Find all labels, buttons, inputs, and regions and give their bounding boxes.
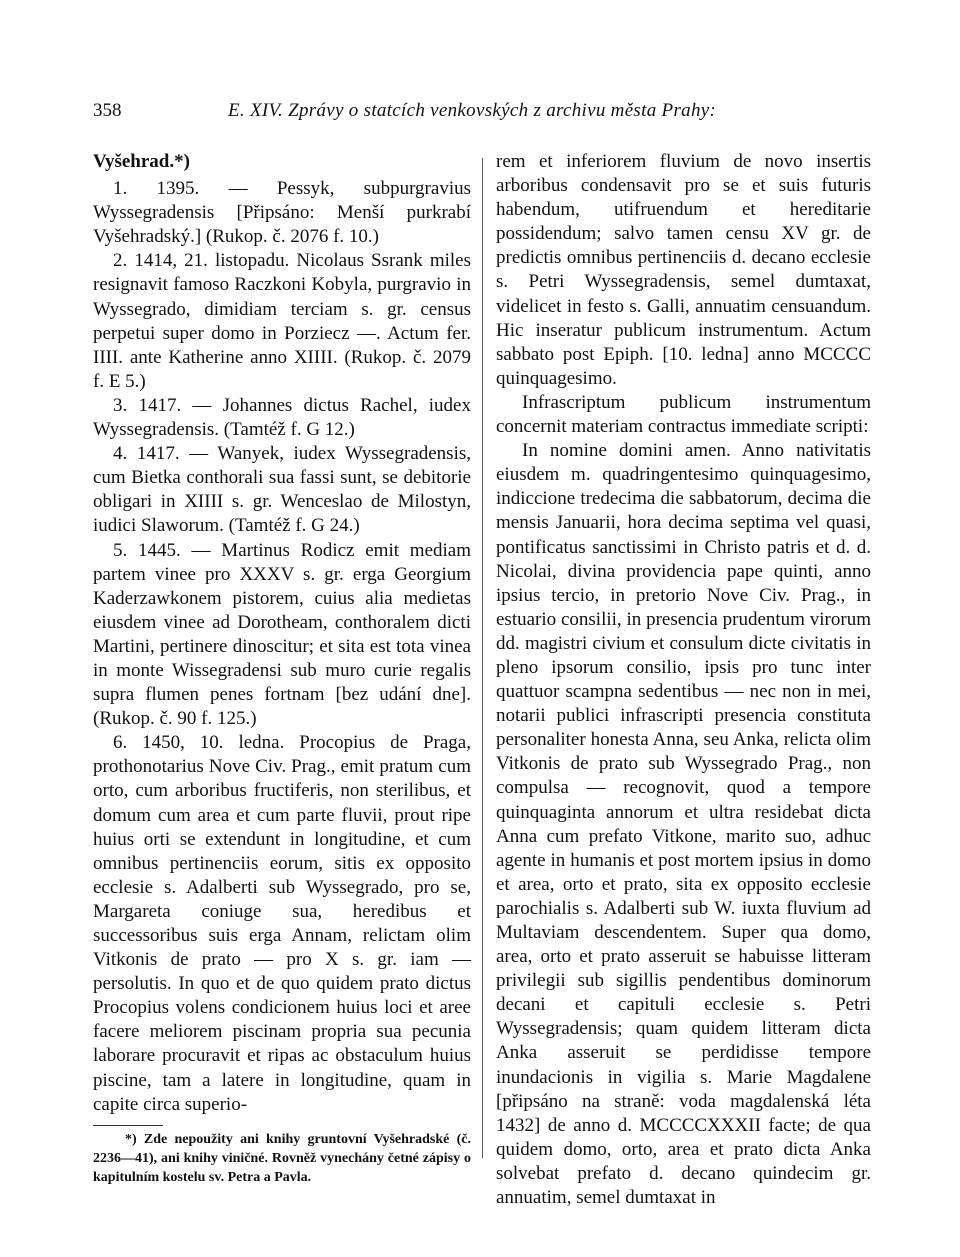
instrument-body: Anno nativitatis eiusdem m. quadringentesimo quinquagesimo, indiccione tredecima die sabbatorum, decima die mensis Januarii, hora decima septima vel quasi, pontificatus sanctissimi in Christo patris et d. d. Nicolai, divina providencia pape quinti, anno ipsius tercio, in pretorio Nove Civ. Prag., in estuario consilii, in presencia prudentum virorum dd. magistri civium et consulum dicte civitatis in pleno ipsorum consilio, ipsis pro tunc inter quattuor scampna sedentibus — nec non in mei, notarii publici infrascripti presencia constituta personaliter honesta Anna, seu Anka, relicta olim Vitkonis de prato sub Wyssegrado Prag., non compulsa — recognovit, quod a tempore quinquaginta annorum et ultra residebat dicta Anna cum prefato Vitkone, marito suo, adhuc agente in humanis et post mortem ipsius in domo et area, orto et prato, sita ex opposito ecclesie parochialis s. Adalberti sub W. iuxta fluvium ad Multaviam descendentem. Super qua domo, area, orto et prato asseruit se habuisse litteram privilegii sub sigillis pendentibus dominorum decani et capituli ecclesie s. Petri Wyssegradensis; quam quidem litteram dicta Anka asseruit se perdidisse tempore inundacionis in vigilia s. Marie Magdalene [připsáno na straně: voda magdalenská léta 1432] de anno d. MCCCCXXXII facte; de qua quidem domo, orto, area et prato dicta Anka solvebat prefato d. decano quindecim gr. annuatim, semel dumtaxat in: [496, 440, 872, 1209]
footnote: *) Zde nepoužity ani knihy gruntovní Vyšehradské (č. 2236—41), ani knihy viničné. Rovněž vynechány četné zápisy o kapitulním kostelu sv. Petra a Pavla.: [93, 1131, 471, 1185]
entry-4: 4. 1417. — Wanyek, iudex Wyssegradensis, cum Bietka conthorali sua fassi sunt, se debitorie obligari in XIIII s. gr. Wenceslao de Milostyn, iudici Slaworum. (Tamtéž f. G 24.): [93, 443, 471, 537]
entry-5: 5. 1445. — Martinus Rodicz emit mediam partem vinee pro XXXV s. gr. erga Georgium Kaderzawkonem pistorem, cuius alia medietas eiusdem vinee ad Dorotheam, conthoralem dicti Martini, pertinere dinoscitur; et sita est tota vinea in monte Wissegradensi sub muro curie regalis supra flumen penes fortnam [bez udání dne]. (Rukop. č. 90 f. 125.): [93, 539, 471, 730]
right-column: [496, 150, 871, 1210]
running-title: E. XIV. Zprávy o statcích venkovských z archivu města Prahy:: [228, 100, 717, 121]
section-heading: Vyšehrad.*): [93, 151, 190, 172]
continuation-paragraph: rem et inferiorem fluvium de novo insertis arboribus condensavit pro se et suis futuris habendum, utifruendum et hereditarie possidendum; salvo tamen censu XV gr. de predictis omnibus pertinenciis d. decano ecclesie s. Petri Wyssegradensis, semel dumtaxat, videlicet in festo s. Galli, annuatim censuandum. Hic inseratur publicum instrumentum. Actum sabbato post Epiph. [10. ledna] anno MCCCC quinquagesimo.: [496, 151, 871, 389]
page-number: 358: [93, 100, 122, 121]
instrument-text: [496, 439, 871, 1210]
page-header: [93, 100, 873, 130]
left-column: [93, 150, 471, 1187]
instrument-intro: Infrascriptum publicum instrumentum concernit materiam contractus immediate scripti:: [496, 391, 871, 438]
column-divider: [482, 158, 483, 1158]
entry-6: 6. 1450, 10. ledna. Procopius de Praga, prothonotarius Nove Civ. Prag., emit pratum cum orto, cum arboribus fructiferis, non sterilibus, et domum cum area et cum parte fluvii, prout ripe huius orti se extendunt in longitudine, et cum omnibus pertinenciis eorum, sitis ex opposito ecclesie s. Adalberti sub Wyssegrado, pro se, Margareta coniuge sua, heredibus et successoribus suis erga Annam, relictam olim Vitkonis de prato — pro X s. gr. iam — persolutis. In quo et de quo quidem prato dictus Procopius volens condicionem huius loci et aree facere meliorem piscinam propria sua pecunia laborare procuravit et ripas ac obstaculum huius piscine, tam a latere in longitudine, quam in capite circa superio-: [93, 732, 471, 1115]
entry-1: 1. 1395. — Pessyk, subpurgravius Wyssegradensis [Připsáno: Menší purkrabí Vyšehradský.] (Rukop. č. 2076 f. 10.): [93, 178, 471, 248]
footnote-rule: [93, 1125, 163, 1126]
entry-2: 2. 1414, 21. listopadu. Nicolaus Ssrank miles resignavit famoso Raczkoni Kobyla, purgravio in Wyssegrado, dimidiam terciam s. gr. census perpetui super domo in Porziecz —. Actum fer. IIII. ante Katherine anno XIIII. (Rukop. č. 2079 f. E 5.): [93, 250, 471, 392]
invocation: In nomine domini amen.: [522, 440, 731, 462]
entry-3: 3. 1417. — Johannes dictus Rachel, iudex Wyssegradensis. (Tamtéž f. G 12.): [93, 394, 471, 441]
